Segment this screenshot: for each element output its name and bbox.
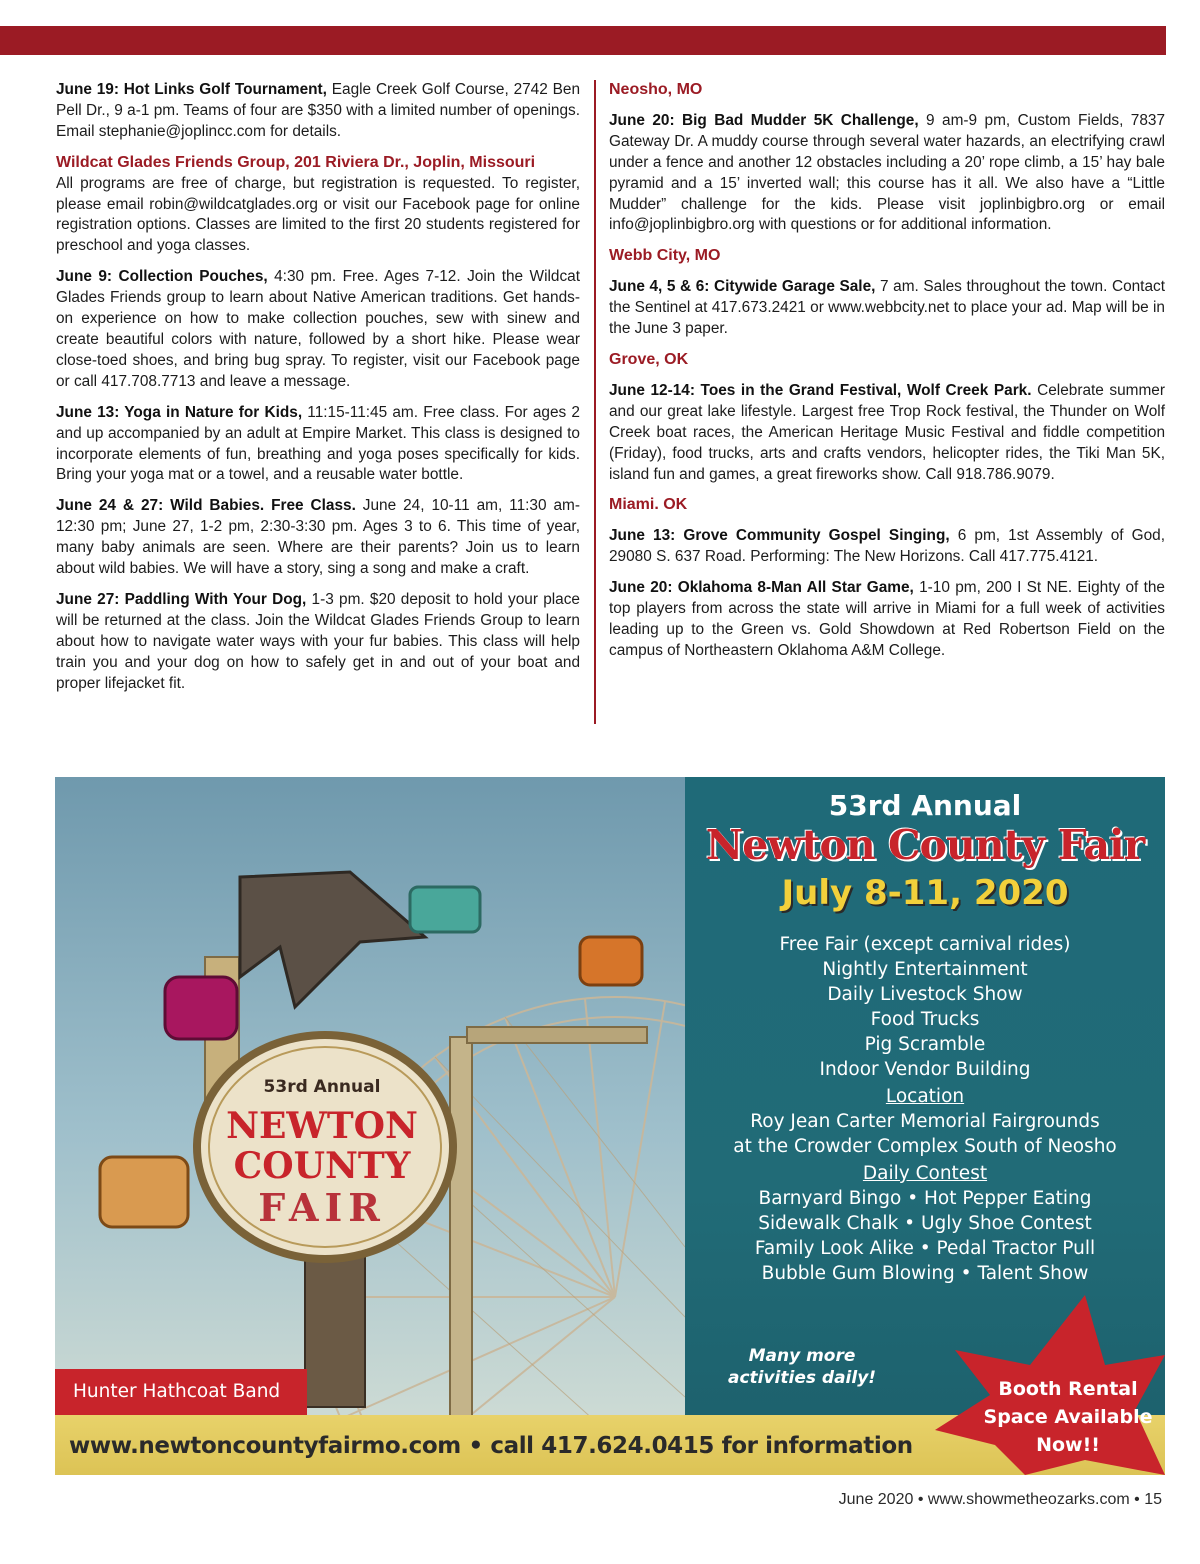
ad-contest: Bubble Gum Blowing • Talent Show <box>761 1263 1089 1284</box>
event-title: June 13: Grove Community Gospel Singing, <box>609 527 950 545</box>
event-text: June 24, 10-11 am, 11:30 am-12:30 pm; June 27, 1-2 pm, 2:30-3:30 pm. Ages 3 to 6. This time of year, many baby animals are seen. Where are their parents? Join us to learn about wild babies. We will have a story, sing a song and make a craft. <box>56 497 580 578</box>
ad-location-line: at the Crowder Complex South of Neosho <box>733 1136 1117 1157</box>
event-entry <box>56 496 580 580</box>
event-title: June 19: Hot Links Golf Tournament, <box>56 81 327 98</box>
event-text: 4:30 pm. Free. Ages 7-12. Join the Wildcat Glades Friends group to learn about Native American traditions. Get hands-on experience on how to make collection pouches, sew with sinew and create beautiful colors with nature, followed by a short hike. Please wear close-toed shoes, and bring bug spray. To register, visit our Facebook page or call 417.708.7713 and leave a message. <box>56 268 580 390</box>
ad-booth-rental <box>973 1375 1163 1459</box>
sign-newton-text: NEWTON <box>226 1105 418 1147</box>
event-entry <box>56 590 580 695</box>
ad-feature: Nightly Entertainment <box>822 959 1028 980</box>
ad-fair-title: Newton County Fair <box>705 821 1145 869</box>
event-title: June 27: Paddling With Your Dog, <box>56 590 307 608</box>
column-divider <box>594 80 596 724</box>
right-column <box>609 80 1165 672</box>
event-text: 7 am. Sales throughout the town. Contact the Sentinel at 417.673.2421 or www.webbcity.net to place your ad. Map will be in the June 3 paper. <box>609 278 1165 338</box>
event-text: Celebrate summer and our great lake lifestyle. Largest free Trop Rock festival, the Thunder on Wolf Creek boat races, the American Heritage Music Festival and fiddle competition (Friday), food trucks, arts and crafts vendors, helicopter rides, the Tiki Man 5K, island fun and games, a great fireworks show. Call 918.786.9079. <box>609 381 1165 483</box>
ad-feature: Food Trucks <box>870 1009 980 1030</box>
event-entry <box>56 403 580 487</box>
event-title: June 12-14: Toes in the Grand Festival, Wolf Creek Park. <box>609 381 1032 399</box>
ad-feature: Free Fair (except carnival rides) <box>779 934 1071 955</box>
event-text: 1-10 pm, 200 I St NE. Eighty of the top players from across the state will arrive in Miami for a full week of activities leading up to the Green vs. Gold Showdown at Red Robertson Field on the campus of Northeastern Oklahoma A&M College. <box>609 579 1165 659</box>
wildcat-section <box>56 153 580 258</box>
fair-advertisement <box>55 777 1165 1475</box>
event-text: 1-3 pm. $20 deposit to hold your place will be returned at the class. Join the Wildcat Glades Friends Group to learn about how to navigate water ways with your fur babies. This class will help train you and your dog on how to safely get in and out of your boat and proper lifejacket fit. <box>56 590 580 692</box>
ad-contest: Barnyard Bingo • Hot Pepper Eating <box>758 1188 1092 1209</box>
event-title: June 20: Oklahoma 8-Man All Star Game, <box>609 579 914 597</box>
city-heading-neosho: Neosho, MO <box>609 81 703 98</box>
wildcat-intro: All programs are free of charge, but registration is requested. To register, please email robin@wildcatglades.org or visit our Facebook page for online registration options. Classes are limited to the first 20 students registered for preschool and yoga classes. <box>56 174 580 255</box>
ad-feature: Indoor Vendor Building <box>819 1059 1031 1080</box>
event-entry <box>56 267 580 392</box>
ad-website-phone: www.newtoncountyfairmo.com • call 417.624.0415 for information <box>69 1433 913 1459</box>
sign-fair-text: FAIR <box>258 1185 386 1230</box>
event-text: Eagle Creek Golf Course, 2742 Ben Pell Dr., 9 a-1 pm. Teams of four are $350 with a limited number of openings. Email stephanie@joplincc.com for details. <box>56 81 581 140</box>
event-entry <box>609 381 1165 486</box>
ad-band-text: Hunter Hathcoat Band <box>73 1381 281 1402</box>
city-heading-miami: Miami. OK <box>609 496 688 514</box>
event-entry <box>609 578 1165 662</box>
event-text: 9 am-9 pm, Custom Fields, 7837 Gateway Dr. A muddy course through several water hazards, an electrifying crawl under a fence and another 12 obstacles including a 20’ rope climb, a 15’ hay bale pyramid and a 15’ inverted wall; this course has it all. We also have a “Little Mudder” challenge for the kids. Please visit joplinbigbro.org or email info@joplinbigbro.org with questions or for additional information. <box>609 111 1166 234</box>
sign-annual-text: 53rd Annual <box>263 1077 381 1097</box>
event-title: June 9: Collection Pouches, <box>56 268 268 286</box>
ad-feature: Daily Livestock Show <box>827 984 1023 1005</box>
city-heading-webb-city: Webb City, MO <box>609 247 721 265</box>
wildcat-heading: Wildcat Glades Friends Group, 201 Riviera Dr., Joplin, Missouri <box>56 153 536 171</box>
event-text: 6 pm, 1st Assembly of God, 29080 S. 637 Road. Performing: The New Horizons. Call 417.775.4121. <box>609 527 1166 566</box>
ad-contest-heading: Daily Contest <box>862 1163 988 1184</box>
ad-location-line: Roy Jean Carter Memorial Fairgrounds <box>750 1111 1100 1132</box>
ad-contest: Family Look Alike • Pedal Tractor Pull <box>754 1238 1096 1259</box>
left-column <box>56 80 580 704</box>
ad-annual-text: 53rd Annual <box>828 789 1022 822</box>
event-entry <box>609 111 1165 236</box>
ad-more-line: activities daily! <box>727 1368 877 1388</box>
top-banner-bar <box>0 26 1166 55</box>
ad-feature: Pig Scramble <box>864 1034 986 1055</box>
city-heading-grove: Grove, OK <box>609 350 689 368</box>
ad-more-line: Many more <box>748 1346 856 1366</box>
event-title: June 4, 5 & 6: Citywide Garage Sale, <box>609 278 876 296</box>
event-entry <box>609 277 1165 340</box>
ad-more-activities <box>727 1345 877 1389</box>
ad-booth-line: Space Available <box>983 1406 1153 1428</box>
event-title: June 24 & 27: Wild Babies. Free Class. <box>56 497 356 515</box>
sign-county-text: COUNTY <box>233 1145 411 1187</box>
event-entry <box>56 80 580 143</box>
ad-contest: Sidewalk Chalk • Ugly Shoe Contest <box>758 1213 1092 1234</box>
page-footer: June 2020 • www.showmetheozarks.com • 15 <box>838 1491 1162 1508</box>
ad-booth-line: Booth Rental <box>998 1378 1138 1400</box>
ad-dates: July 8-11, 2020 <box>781 873 1069 913</box>
event-entry <box>609 526 1165 568</box>
event-title: June 13: Yoga in Nature for Kids, <box>56 403 303 421</box>
ad-location-heading: Location <box>885 1086 965 1107</box>
ad-booth-line: Now!! <box>1036 1434 1100 1456</box>
event-text: 11:15-11:45 am. Free class. For ages 2 and up accompanied by an adult at Empire Market. This class is designed to incorporate elements of fun, breathing and yoga poses specifically for kids. Bring your yoga mat or a towel, and a reusable water bottle. <box>56 403 580 484</box>
event-title: June 20: Big Bad Mudder 5K Challenge, <box>609 111 919 129</box>
ad-feature-list <box>685 932 1165 1286</box>
